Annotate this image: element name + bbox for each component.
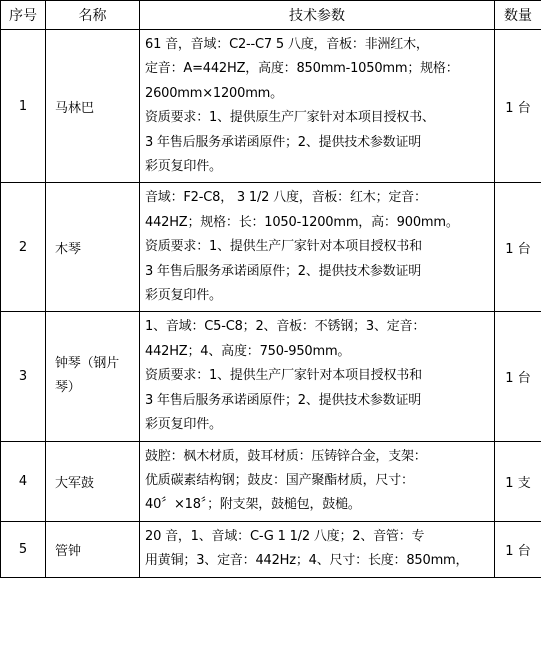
row-spec — [140, 312, 495, 441]
name-line: 钟琴（钢片 — [55, 356, 120, 372]
table-header-row — [1, 1, 541, 30]
row-index: 2 — [1, 183, 46, 312]
row-spec — [140, 183, 495, 312]
spec-line: 3 年售后服务承诺函原件；2、提供技术参数证明 — [145, 134, 422, 150]
table-row — [1, 521, 541, 577]
header-name: 名称 — [46, 1, 140, 30]
spec-line: 442HZ；规格：长：1050-1200mm，高：900mm。 — [145, 214, 459, 230]
table-row — [1, 441, 541, 521]
spec-line: 20 音，1、音域：C-G 1 1/2 八度；2、音管：专 — [145, 528, 425, 544]
row-qty: 1 台 — [495, 312, 541, 441]
header-qty: 数量 — [495, 1, 541, 30]
spec-line: 彩页复印件。 — [145, 159, 222, 175]
row-name — [46, 312, 140, 441]
spec-line: 彩页复印件。 — [145, 417, 222, 433]
spec-line: 优质碳素结构钢；鼓皮：国产聚酯材质，尺寸： — [145, 472, 414, 488]
table-row — [1, 30, 541, 183]
spec-line: 资质要求：1、提供生产厂家针对本项目授权书和 — [145, 368, 422, 384]
header-spec: 技术参数 — [140, 1, 495, 30]
row-index: 1 — [1, 30, 46, 183]
spec-line: 2600mm×1200mm。 — [145, 85, 283, 101]
name-line: 琴） — [55, 380, 81, 396]
header-index: 序号 — [1, 1, 46, 30]
spec-line: 用黄铜；3、定音：442Hz；4、尺寸：长度：850mm， — [145, 553, 469, 569]
row-name: 马林巴 — [46, 30, 140, 183]
row-spec — [140, 441, 495, 521]
row-index: 3 — [1, 312, 46, 441]
row-qty: 1 台 — [495, 521, 541, 577]
spec-line: 鼓腔：枫木材质，鼓耳材质：压铸锌合金，支架： — [145, 448, 427, 464]
spec-line: 3 年售后服务承诺函原件；2、提供技术参数证明 — [145, 263, 422, 279]
spec-line: 3 年售后服务承诺函原件；2、提供技术参数证明 — [145, 392, 422, 408]
table-row — [1, 183, 541, 312]
row-qty: 1 台 — [495, 30, 541, 183]
row-spec — [140, 521, 495, 577]
spec-line: 资质要求：1、提供原生产厂家针对本项目授权书、 — [145, 110, 435, 126]
row-spec — [140, 30, 495, 183]
row-name: 木琴 — [46, 183, 140, 312]
spec-line: 442HZ；4、高度：750-950mm。 — [145, 343, 351, 359]
row-index: 5 — [1, 521, 46, 577]
spec-line: 彩页复印件。 — [145, 288, 222, 304]
spec-line: 61 音，音域：C2--C7 5 八度，音板：非洲红木， — [145, 37, 429, 52]
row-name: 管钟 — [46, 521, 140, 577]
table-row — [1, 312, 541, 441]
spec-line: 音域：F2-C8， 3 1/2 八度，音板：红木；定音： — [145, 190, 427, 206]
row-index: 4 — [1, 441, 46, 521]
spec-line: 1、音域：C5-C8；2、音板：不锈钢；3、定音： — [145, 319, 426, 335]
spec-line: 资质要求：1、提供生产厂家针对本项目授权书和 — [145, 239, 422, 255]
spec-line: 定音：A=442HZ，高度：850mm-1050mm；规格： — [145, 61, 459, 77]
row-qty: 1 台 — [495, 183, 541, 312]
spec-line: 40〞×18〞；附支架，鼓槌包，鼓槌。 — [145, 497, 361, 513]
row-qty: 1 支 — [495, 441, 541, 521]
row-name: 大军鼓 — [46, 441, 140, 521]
